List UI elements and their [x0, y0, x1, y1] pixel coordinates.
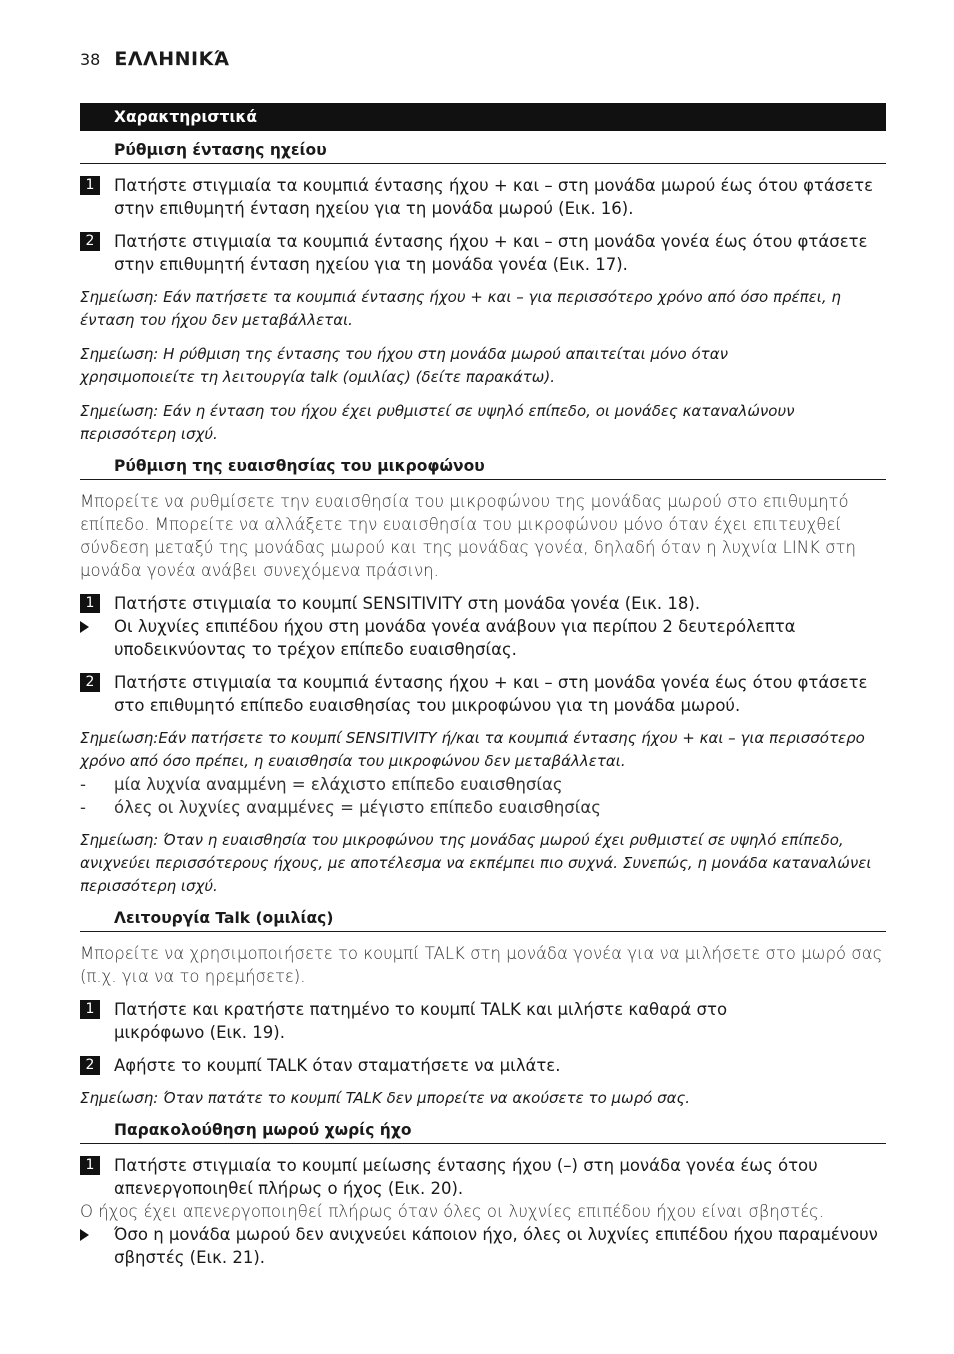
step-text: Πατήστε στιγμιαία το κουμπί SENSITIVITY στη μονάδα γονέα (Εικ. 18). — [114, 594, 701, 613]
step-item — [80, 671, 886, 717]
result-triangle-icon — [80, 1229, 89, 1241]
language-title: ΕΛΛΗΝΙΚΆ — [114, 48, 230, 70]
note: Σημείωση:Εάν πατήσετε το κουμπί SENSITIVITY ή/και τα κουμπιά έντασης ήχου + και – για περισσότερο χρόνο από όσο πρέπει, η ευαισθησία του μικροφώνου δεν μεταβάλλεται. — [80, 729, 865, 770]
step-item — [80, 1154, 886, 1200]
page-header — [80, 48, 230, 76]
body-paragraph: Μπορείτε να χρησιμοποιήσετε το κουμπί TALK στη μονάδα γονέα για να μιλήσετε στο μωρό σας (π.χ. για να το ηρεμήσετε). — [80, 944, 883, 986]
dash-item: - όλες οι λυχνίες αναμμένες = μέγιστο επίπεδο ευαισθησίας — [80, 798, 601, 817]
dash-item: - μία λυχνία αναμμένη = ελάχιστο επίπεδο ευαισθησίας — [80, 775, 563, 794]
note: Σημείωση: Όταν πατάτε το κουμπί TALK δεν μπορείτε να ακούσετε το μωρό σας. — [80, 1089, 691, 1107]
step-item — [80, 174, 886, 220]
body-paragraph: Ο ήχος έχει απενεργοποιηθεί πλήρως όταν όλες οι λυχνίες επιπέδου ήχου είναι σβηστές. — [80, 1202, 825, 1221]
subheading-talk: Λειτουργία Talk (ομιλίας) — [80, 908, 886, 932]
step-text: Πατήστε στιγμιαία τα κουμπιά έντασης ήχου + και – στη μονάδα μωρού έως ότου φτάσετε στην επιθυμητή ένταση ηχείου για τη μονάδα μωρού (Εικ. 16). — [114, 176, 874, 218]
step-item — [80, 1054, 886, 1077]
step-text: Πατήστε και κρατήστε πατημένο το κουμπί TALK και μιλήστε καθαρά στο μικρόφωνο (Εικ. 19). — [114, 1000, 728, 1042]
result-item — [80, 1223, 886, 1269]
step-item — [80, 230, 886, 276]
step-item — [80, 998, 886, 1044]
subheading-sensitivity: Ρύθμιση της ευαισθησίας του μικροφώνου — [80, 456, 886, 480]
step-text: Πατήστε στιγμιαία τα κουμπιά έντασης ήχου + και – στη μονάδα γονέα έως ότου φτάσετε στο επιθυμητό επίπεδο ευαισθησίας του μικροφώνου για τη μονάδα μωρού. — [114, 673, 868, 715]
note: Σημείωση: Εάν πατήσετε τα κουμπιά έντασης ήχου + και – για περισσότερο χρόνο από όσο πρέπει, η ένταση του ήχου δεν μεταβάλλεται. — [80, 288, 841, 329]
step-number: 1 — [80, 176, 100, 195]
page-content — [80, 103, 886, 1279]
result-text: Οι λυχνίες επιπέδου ήχου στη μονάδα γονέα ανάβουν για περίπου 2 δευτερόλεπτα υποδεικνύοντας το τρέχον επίπεδο ευαισθησίας. — [114, 617, 796, 659]
step-text: Πατήστε στιγμιαία τα κουμπιά έντασης ήχου + και – στη μονάδα γονέα έως ότου φτάσετε στην επιθυμητή ένταση ηχείου για τη μονάδα γονέα (Εικ. 17). — [114, 232, 868, 274]
step-number: 2 — [80, 673, 100, 692]
step-text: Πατήστε στιγμιαία το κουμπί μείωσης έντασης ήχου (–) στη μονάδα γονέα έως ότου απενεργοποιηθεί πλήρως ο ήχος (Εικ. 20). — [114, 1156, 818, 1198]
body-paragraph: Μπορείτε να ρυθμίσετε την ευαισθησία του μικροφώνου της μονάδας μωρού στο επιθυμητό επίπεδο. Μπορείτε να αλλάξετε την ευαισθησία του μικροφώνου μόνο όταν έχει επιτευχθεί σύνδεση μεταξύ της μονάδας μωρού και της μονάδας γονέα, δηλαδή όταν η λυχνία LINK στη μονάδα γονέα ανάβει συνεχόμενα πράσινη. — [80, 492, 856, 580]
dash-text: μία λυχνία αναμμένη = ελάχιστο επίπεδο ευαισθησίας — [114, 775, 563, 794]
subheading-volume: Ρύθμιση έντασης ηχείου — [80, 140, 886, 164]
step-number: 1 — [80, 594, 100, 613]
step-number: 2 — [80, 1056, 100, 1075]
result-text: Όσο η μονάδα μωρού δεν ανιχνεύει κάποιον ήχο, όλες οι λυχνίες επιπέδου ήχου παραμένουν σβηστές (Εικ. 21). — [114, 1225, 878, 1267]
note: Σημείωση: Η ρύθμιση της έντασης του ήχου στη μονάδα μωρού απαιτείται μόνο όταν χρησιμοποιείτε τη λειτουργία talk (ομιλίας) (δείτε παρακάτω). — [80, 345, 728, 386]
note: Σημείωση: Όταν η ευαισθησία του μικροφώνου της μονάδας μωρού έχει ρυθμιστεί σε υψηλό επίπεδο, ανιχνεύει περισσότερους ήχους, με αποτέλεσμα να εκπέμπει πιο συχνά. Συνεπώς, η μονάδα καταναλώνει περισσότερη ισχύ. — [80, 831, 872, 895]
step-number: 1 — [80, 1000, 100, 1019]
step-number: 2 — [80, 232, 100, 251]
step-number: 1 — [80, 1156, 100, 1175]
result-triangle-icon — [80, 621, 89, 633]
note: Σημείωση: Εάν η ένταση του ήχου έχει ρυθμιστεί σε υψηλό επίπεδο, οι μονάδες καταναλώνουν περισσότερη ισχύ. — [80, 402, 795, 443]
subheading-silent: Παρακολούθηση μωρού χωρίς ήχο — [80, 1120, 886, 1144]
step-item — [80, 592, 886, 615]
page-number: 38 — [80, 50, 101, 69]
result-item — [80, 615, 886, 661]
dash-text: όλες οι λυχνίες αναμμένες = μέγιστο επίπεδο ευαισθησίας — [114, 798, 601, 817]
step-text: Αφήστε το κουμπί TALK όταν σταματήσετε να μιλάτε. — [114, 1056, 561, 1075]
section-title: Χαρακτηριστικά — [80, 103, 886, 131]
